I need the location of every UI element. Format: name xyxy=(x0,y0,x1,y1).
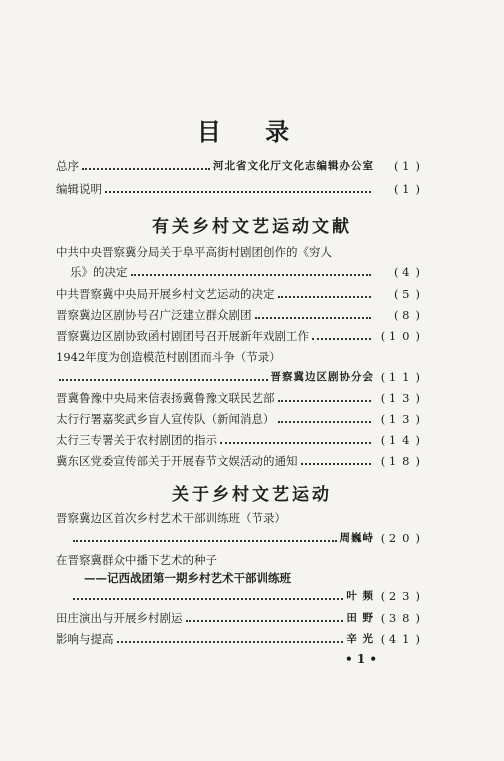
toc-entry-continued xyxy=(70,262,420,280)
toc-entry xyxy=(56,284,420,302)
entry-title: 总序 xyxy=(56,159,79,173)
toc-entry xyxy=(56,156,420,174)
toc-entry xyxy=(56,409,420,427)
entry-title: 晋冀鲁豫中央局来信表扬冀鲁豫文联民艺部 xyxy=(56,391,275,405)
entry-author: 晋察冀边区剧协分会 xyxy=(270,371,374,383)
entry-page: ( 8) xyxy=(394,308,420,322)
entry-subtitle: ——记西战团第一期乡村艺术干部训练班 xyxy=(84,571,291,585)
leader-dots xyxy=(255,317,372,319)
leader-dots xyxy=(186,620,344,622)
entry-page: ( 1) xyxy=(394,159,420,173)
toc-entry-continued xyxy=(70,528,420,546)
leader-dots xyxy=(82,168,210,170)
entry-page: ( 5) xyxy=(394,287,420,301)
entry-title: 编辑说明 xyxy=(56,182,102,196)
entry-title: 晋察冀边区剧协号召广泛建立群众剧团 xyxy=(56,308,252,322)
entry-author: 河北省文化厅文化志编辑办公室 xyxy=(213,160,374,172)
entry-title-continued: 乐》的决定 xyxy=(70,265,128,279)
entry-author: 田 野 xyxy=(346,612,374,624)
entry-title: 太行行署嘉奖武乡盲人宣传队（新闻消息） xyxy=(56,412,275,426)
entry-title: 冀东区党委宣传部关于开展春节文娱活动的通知 xyxy=(56,454,298,468)
entry-author: 辛 光 xyxy=(346,633,374,645)
section-heading: 关于乡村文艺运动 xyxy=(172,485,332,505)
entry-title: 1942年度为创造模范村剧团而斗争（节录） xyxy=(56,350,281,364)
entry-page: ( 18) xyxy=(380,454,420,468)
entry-title: 太行三专署关于农村剧团的指示 xyxy=(56,433,217,447)
leader-dots xyxy=(105,191,371,193)
leader-dots xyxy=(278,421,372,423)
entry-page: ( 13) xyxy=(380,391,420,405)
page-number: • 1 • xyxy=(345,652,378,666)
leader-dots xyxy=(312,338,371,340)
toc-entry xyxy=(56,451,420,469)
toc-title: 目 录 xyxy=(196,118,308,146)
entry-page: ( 4) xyxy=(394,265,420,279)
entry-title: 晋察冀边区首次乡村艺术干部训练班（节录） xyxy=(56,511,286,525)
leader-dots xyxy=(131,274,372,276)
toc-entry xyxy=(56,242,420,260)
entry-page: ( 38) xyxy=(380,611,420,625)
entry-page: ( 23) xyxy=(380,589,420,603)
entry-title: 晋察冀边区剧协致函村剧团号召开展新年戏剧工作 xyxy=(56,329,309,343)
leader-dots xyxy=(301,463,372,465)
entry-title: 中共晋察冀中央局开展乡村文艺运动的决定 xyxy=(56,287,275,301)
toc-entry xyxy=(56,550,420,568)
entry-title: 在晋察冀群众中播下艺术的种子 xyxy=(56,553,217,567)
toc-entry-continued xyxy=(70,586,420,604)
toc-entry xyxy=(56,430,420,448)
leader-dots xyxy=(278,400,372,402)
toc-entry xyxy=(56,326,420,344)
entry-title: 影响与提高 xyxy=(56,632,114,646)
entry-author: 周巍峙 xyxy=(339,532,374,544)
toc-entry xyxy=(56,608,420,626)
leader-dots xyxy=(73,540,337,542)
entry-page: ( 1) xyxy=(394,182,420,196)
toc-entry xyxy=(56,179,420,197)
entry-page: ( 14) xyxy=(380,433,420,447)
leader-dots xyxy=(117,641,344,643)
leader-dots xyxy=(59,379,268,381)
entry-author: 叶 频 xyxy=(346,590,374,602)
entry-title: 田庄演出与开展乡村剧运 xyxy=(56,611,183,625)
entry-page: ( 41) xyxy=(380,632,420,646)
entry-page: ( 11) xyxy=(380,370,420,384)
toc-entry-continued xyxy=(56,367,420,385)
leader-dots xyxy=(73,598,343,600)
toc-entry xyxy=(56,388,420,406)
toc-entry xyxy=(56,347,420,365)
entry-page: ( 20) xyxy=(380,531,420,545)
toc-entry xyxy=(56,305,420,323)
leader-dots xyxy=(220,442,371,444)
toc-entry xyxy=(56,629,420,647)
section-heading: 有关乡村文艺运动文献 xyxy=(152,217,352,237)
toc-entry xyxy=(56,508,420,526)
entry-page: ( 13) xyxy=(380,412,420,426)
entry-title: 中共中央晋察冀分局关于阜平高街村剧团创作的《穷人 xyxy=(56,245,332,259)
entry-page: ( 10) xyxy=(380,329,420,343)
leader-dots xyxy=(278,296,372,298)
